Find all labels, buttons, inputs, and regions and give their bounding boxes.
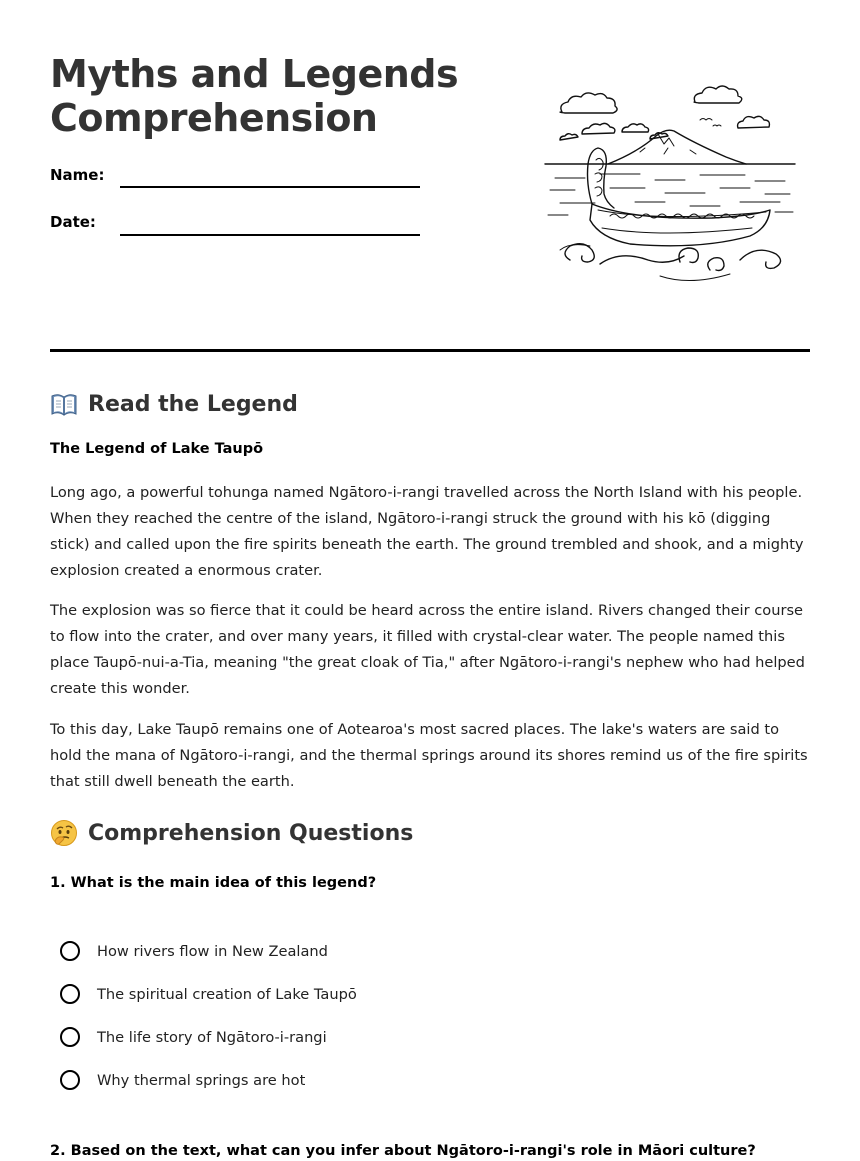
- name-field-line[interactable]: [120, 186, 420, 188]
- open-book-icon: [50, 390, 78, 418]
- question-1-option-4[interactable]: [60, 1070, 305, 1090]
- question-1-option-2[interactable]: [60, 984, 357, 1004]
- radio-button[interactable]: [60, 984, 80, 1004]
- story-paragraph-1: Long ago, a powerful tohunga named Ngātoro-i-rangi travelled across the North Island with his people. When they reached the centre of the island, Ngātoro-i-rangi struck the ground with his kō (digging stick) and called upon the fire spirits beneath the earth. The ground trembled and shook, and a mighty explosion created a enormous crater.: [50, 484, 804, 579]
- waka-lake-illustration-icon: [540, 82, 800, 297]
- radio-button[interactable]: [60, 941, 80, 961]
- read-legend-heading-text: Read the Legend: [88, 391, 298, 417]
- section-divider: [50, 349, 810, 352]
- radio-button[interactable]: [60, 1070, 80, 1090]
- comprehension-questions-heading: [50, 819, 413, 847]
- thinking-face-icon: [50, 819, 78, 847]
- title-line-1: Myths and Legends: [50, 52, 459, 96]
- story-paragraph-2: The explosion was so fierce that it could be heard across the entire island. Rivers changed their course to flow into the crater, and over many years, it filled with crystal-clear water. The people named this place Taupō-nui-a-Tia, meaning "the great cloak of Tia," after Ngātoro-i-rangi's nephew who had helped create this wonder.: [50, 602, 805, 697]
- read-legend-heading: [50, 390, 298, 418]
- comprehension-questions-heading-text: Comprehension Questions: [88, 820, 414, 846]
- story-title: The Legend of Lake Taupō: [50, 441, 264, 457]
- story-paragraph-3: To this day, Lake Taupō remains one of Aotearoa's most sacred places. The lake's waters are said to hold the mana of Ngātoro-i-rangi, and the thermal springs around its shores remind us of the fire spirits that still dwell beneath the earth.: [50, 721, 808, 790]
- question-2: 2. Based on the text, what can you infer about Ngātoro-i-rangi's role in Māori culture?: [50, 1143, 756, 1159]
- option-label: Why thermal springs are hot: [97, 1071, 306, 1089]
- radio-button[interactable]: [60, 1027, 80, 1047]
- option-label: The spiritual creation of Lake Taupō: [97, 985, 357, 1003]
- question-1: 1. What is the main idea of this legend?: [50, 875, 377, 891]
- name-label: Name:: [50, 166, 105, 184]
- page-title: [50, 52, 458, 140]
- date-field-line[interactable]: [120, 234, 420, 236]
- date-label: Date:: [50, 213, 96, 231]
- option-label: The life story of Ngātoro-i-rangi: [97, 1028, 327, 1046]
- question-1-option-3[interactable]: [60, 1027, 327, 1047]
- title-line-2: Comprehension: [50, 96, 378, 140]
- option-label: How rivers flow in New Zealand: [97, 942, 328, 960]
- question-1-option-1[interactable]: [60, 941, 328, 961]
